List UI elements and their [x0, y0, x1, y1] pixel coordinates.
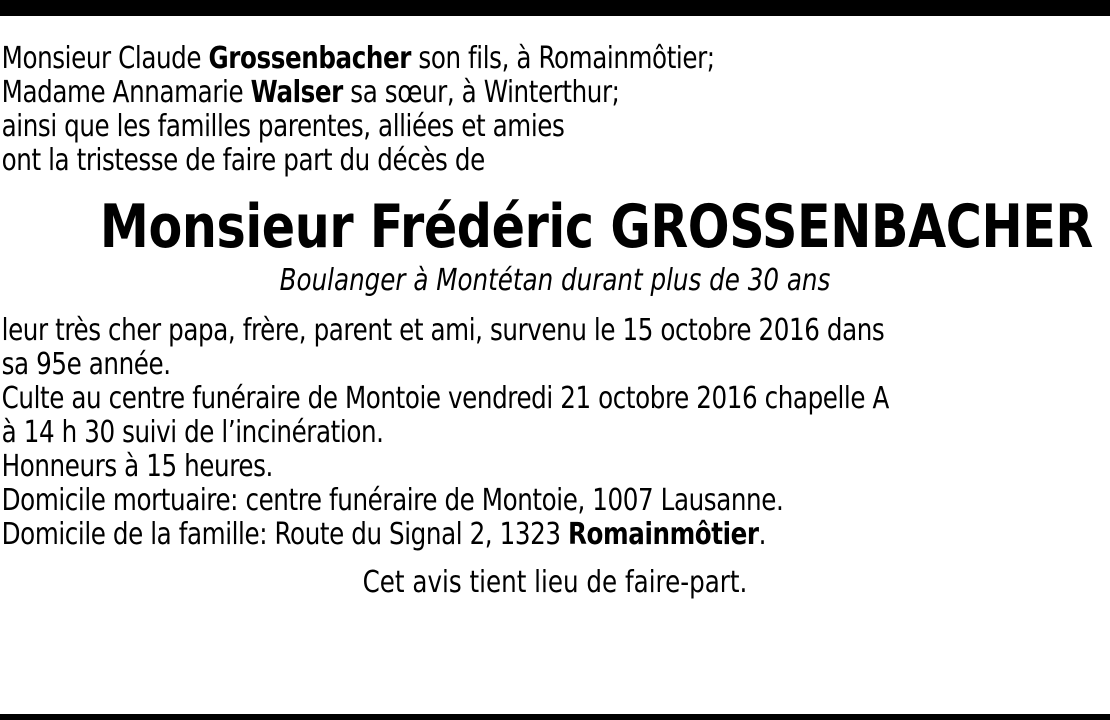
details-line-6: Domicile mortuaire: centre funéraire de Montoie, 1007 Lausanne.: [1, 483, 784, 518]
bottom-border: [0, 714, 1110, 720]
sister-surname: Walser: [250, 75, 343, 110]
intro-line-son-prefix: Monsieur Claude: [1, 41, 209, 76]
son-surname: Grossenbacher: [208, 41, 412, 76]
details-line-2: sa 95e année.: [1, 347, 171, 382]
family-address-prefix: Domicile de la famille: Route du Signal 2, 1323: [1, 517, 569, 552]
intro-line-sister-suffix: sa sœur, à Winterthur;: [342, 75, 620, 110]
deceased-occupation: Boulanger à Montétan durant plus de 30 ans: [279, 263, 831, 298]
details-line-4: à 14 h 30 suivi de l’incinération.: [1, 415, 384, 450]
death-notice: [0, 42, 1110, 600]
intro-line-announcement: ont la tristesse de faire part du décès de: [1, 143, 485, 178]
details-line-5: Honneurs à 15 heures.: [1, 449, 273, 484]
intro-line-sister: [0, 76, 910, 110]
intro-line-son: [0, 42, 910, 76]
details-line-3: Culte au centre funéraire de Montoie vendredi 21 octobre 2016 chapelle A: [1, 381, 889, 416]
deceased-name: Monsieur Frédéric GROSSENBACHER: [99, 192, 1093, 262]
intro-line-families: ainsi que les familles parentes, alliées et amies: [1, 109, 565, 144]
top-border: [0, 0, 1110, 16]
details-line-7: [0, 518, 910, 552]
intro-line-sister-prefix: Madame Annamarie: [1, 75, 251, 110]
details-line-1: leur très cher papa, frère, parent et ami, survenu le 15 octobre 2016 dans: [1, 313, 885, 348]
closing-note: Cet avis tient lieu de faire-part.: [362, 565, 748, 600]
family-address-suffix: .: [758, 517, 767, 552]
intro-line-son-suffix: son fils, à Romainmôtier;: [411, 41, 715, 76]
family-town: Romainmôtier: [568, 517, 759, 552]
